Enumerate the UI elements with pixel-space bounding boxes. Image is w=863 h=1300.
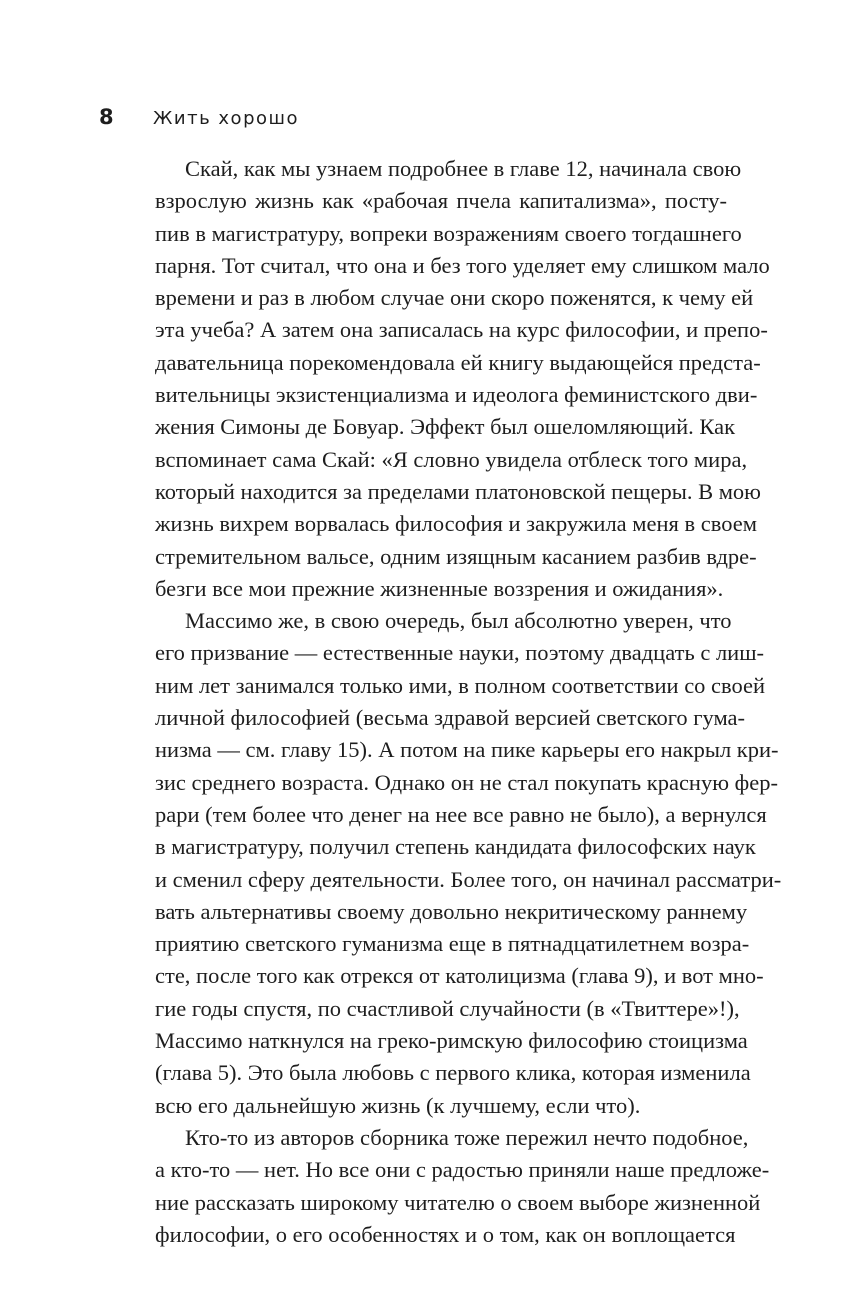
text-line: ние рассказать широкому читателю о своем выборе жизненной — [155, 1189, 761, 1215]
text-line: взрослую жизнь как «рабочая пчела капитализма», посту- — [155, 188, 727, 214]
text-line: (глава 5). Это была любовь с первого клика, которая изменила — [155, 1060, 751, 1086]
text-line: зис среднего возраста. Однако он не стал покупать красную фер- — [155, 769, 778, 795]
text-line: а кто-то — нет. Но все они с радостью приняли наше предложе- — [155, 1157, 770, 1183]
paragraph — [155, 153, 770, 605]
text-line: эта учеба? А затем она записалась на курс философии, и препо- — [155, 317, 768, 343]
text-line: времени и раз в любом случае они скоро поженятся, к чему ей — [155, 285, 754, 311]
running-head — [99, 105, 299, 135]
text-line: приятию светского гуманизма еще в пятнадцатилетнем возра- — [155, 931, 750, 957]
text-line: вать альтернативы своему довольно некритическому раннему — [155, 898, 748, 924]
text-line: низма — см. главу 15). А потом на пике карьеры его накрыл кри- — [155, 737, 779, 763]
paragraph — [155, 1122, 770, 1251]
text-line: личной философией (весьма здравой версией светского гума- — [155, 705, 746, 731]
text-line: жизнь вихрем ворвалась философия и закружила меня в своем — [155, 511, 757, 537]
text-line: всю его дальнейшую жизнь (к лучшему, если что). — [155, 1092, 641, 1118]
text-line: который находится за пределами платоновской пещеры. В мою — [155, 478, 761, 504]
text-line: вительницы экзистенциализма и идеолога феминистского дви- — [155, 382, 758, 408]
text-line: гие годы спустя, по счастливой случайности (в «Твиттере»!), — [155, 995, 740, 1021]
text-line: Кто-то из авторов сборника тоже пережил нечто подобное, — [185, 1124, 749, 1150]
text-line: жения Симоны де Бовуар. Эффект был ошеломляющий. Как — [155, 414, 736, 440]
text-line: давательница порекомендовала ей книгу выдающейся предста- — [155, 349, 761, 375]
body-text — [155, 153, 782, 1251]
text-line: стремительном вальсе, одним изящным касанием разбив вдре- — [155, 543, 757, 569]
text-line: ним лет занимался только ими, в полном соответствии со своей — [155, 672, 766, 698]
paragraph — [155, 605, 782, 1122]
text-line: вспоминает сама Скай: «Я словно увидела отблеск того мира, — [155, 446, 748, 472]
text-line: и сменил сферу деятельности. Более того, он начинал рассматри- — [155, 866, 782, 892]
text-line: рари (тем более что денег на нее все равно не было), а вернулся — [155, 801, 767, 827]
text-line: парня. Тот считал, что она и без того уделяет ему слишком мало — [155, 252, 770, 278]
text-line: безги все мои прежние жизненные воззрения и ожидания». — [155, 575, 724, 601]
text-line: его призвание — естественные науки, поэтому двадцать с лиш- — [155, 640, 765, 666]
page-number: 8 — [99, 105, 114, 129]
text-line: Массимо наткнулся на греко-римскую философию стоицизма — [155, 1028, 748, 1054]
text-line: сте, после того как отрекся от католицизма (глава 9), и вот мно- — [155, 963, 764, 989]
text-line: пив в магистратуру, вопреки возражениям своего тогдашнего — [155, 220, 742, 246]
running-title: Жить хорошо — [153, 108, 299, 129]
text-line: Массимо же, в свою очередь, был абсолютно уверен, что — [185, 608, 732, 634]
text-line: в магистратуру, получил степень кандидата философских наук — [155, 834, 756, 860]
text-line: Скай, как мы узнаем подробнее в главе 12, начинала свою — [185, 156, 742, 181]
text-line: философии, о его особенностях и о том, как он воплощается — [155, 1221, 736, 1247]
